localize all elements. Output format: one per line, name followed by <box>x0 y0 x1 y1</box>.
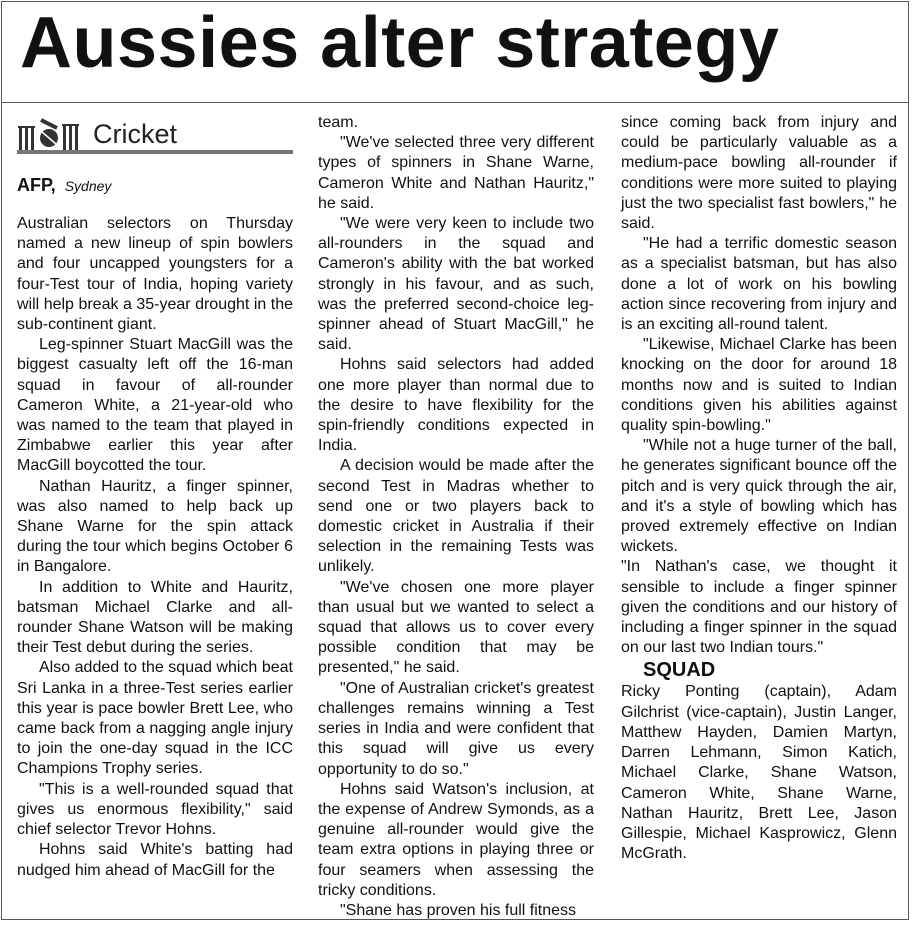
paragraph: "We've selected three very different types of spinners in Shane Warne, Cameron White and Nathan Hauritz," he said. <box>318 134 594 212</box>
paragraph: Australian selectors on Thursday named a new lineup of spin bowlers and four uncapped youngsters for a four-Test tour of India, hoping variety will help break a 35-year drought in the sub-continent giant. <box>17 215 293 334</box>
paragraph: "Shane has proven his full fitness <box>340 901 577 919</box>
paragraph: Leg-spinner Stuart MacGill was the biggest casualty left off the 16-man squad in favour of all-rounder Cameron White, a 21-year-old who was named to the team that played in Zimbabwe earlier this year after MacGill boycotted the tour. <box>17 336 293 475</box>
byline <box>17 174 111 197</box>
paragraph: A decision would be made after the second Test in Madras whether to send one or two players back to domestic cricket in Australia if their selection in the remaining Tests was unlikely. <box>318 457 594 576</box>
paragraph: "In Nathan's case, we thought it sensible to include a finger spinner given the conditions and our history of including a finger spinner in the squad on our last two Indian tours." <box>621 558 897 657</box>
squad-heading: SQUAD <box>643 659 716 682</box>
headline: Aussies alter strategy <box>20 3 780 83</box>
paragraph: Also added to the squad which beat Sri Lanka in a three-Test series earlier this year is pace bowler Brett Lee, who came back from a nagging angle injury to join the one-day squad in the ICC Champions Trophy series. <box>17 659 293 778</box>
paragraph: In addition to White and Hauritz, batsman Michael Clarke and all-rounder Shane Watson will be making their Test debut during the series. <box>17 578 293 657</box>
paragraph: since coming back from injury and could be particularly valuable as a medium-pace bowling all-rounder if conditions were more suited to playing just the two specialist fast bowlers," he said. <box>621 114 897 233</box>
paragraph: "One of Australian cricket's greatest challenges remains winning a Test series in India and were confident that this squad will give us every opportunity to do so." <box>318 679 594 778</box>
paragraph: "While not a huge turner of the ball, he generates significant bounce off the pitch and is very quick through the air, and it's a style of bowling which has proved extremely effective on Indian wickets. <box>621 437 897 556</box>
byline-agency: AFP, <box>17 175 56 195</box>
paragraph: "Likewise, Michael Clarke has been knocking on the door for around 18 months now and is suited to Indian conditions given his abilities against quality spin-bowling." <box>621 336 897 435</box>
paragraph: Hohns said selectors had added one more player than normal due to the desire to have flexibility for the spin-friendly conditions expected in India. <box>318 356 594 455</box>
section-label: Cricket <box>93 119 178 149</box>
squad-list: Ricky Ponting (captain), Adam Gilchrist (vice-captain), Justin Langer, Matthew Hayden, Damien Martyn, Darren Lehmann, Simon Katich, Michael Clarke, Shane Watson, Cameron White, Shane Warne, Nathan Hauritz, Brett Lee, Jason Gillespie, Michael Kasprowicz, Glenn McGrath. <box>621 683 897 863</box>
paragraph: team. <box>318 114 359 131</box>
article-frame <box>1 1 909 920</box>
headline-rule <box>2 102 908 103</box>
article-column-2 <box>318 113 594 921</box>
cricket-logo-icon <box>17 116 89 152</box>
article-column-1 <box>17 214 293 881</box>
paragraph: Hohns said Watson's inclusion, at the expense of Andrew Symonds, as a genuine all-rounder would give the team extra options in playing three or four seamers when assessing the tricky conditions. <box>318 780 594 899</box>
paragraph: Hohns said White's batting had nudged him ahead of MacGill for the <box>17 841 293 879</box>
paragraph: "We were very keen to include two all-rounders in the squad and Cameron's ability with the bat worked strongly in his favour, and as such, was the preferred second-choice leg-spinner ahead of Stuart MacGill," he said. <box>318 215 594 354</box>
section-underline <box>17 150 293 154</box>
paragraph: "This is a well-rounded squad that gives us enormous flexibility," said chief selector Trevor Hohns. <box>17 780 293 839</box>
article-column-3 <box>621 113 897 864</box>
paragraph: "He had a terrific domestic season as a specialist batsman, but has also done a lot of work on his bowling action since recovering from injury and is an exciting all-round talent. <box>621 235 897 334</box>
byline-place: Sydney <box>64 178 112 194</box>
section-kicker <box>17 114 293 158</box>
paragraph: "We've chosen one more player than usual but we wanted to select a squad that allows us to cover every possible condition that may be presented," he said. <box>318 578 594 677</box>
paragraph: Nathan Hauritz, a finger spinner, was also named to help back up Shane Warne for the spin attack during the tour which begins October 6 in Bangalore. <box>17 477 293 576</box>
